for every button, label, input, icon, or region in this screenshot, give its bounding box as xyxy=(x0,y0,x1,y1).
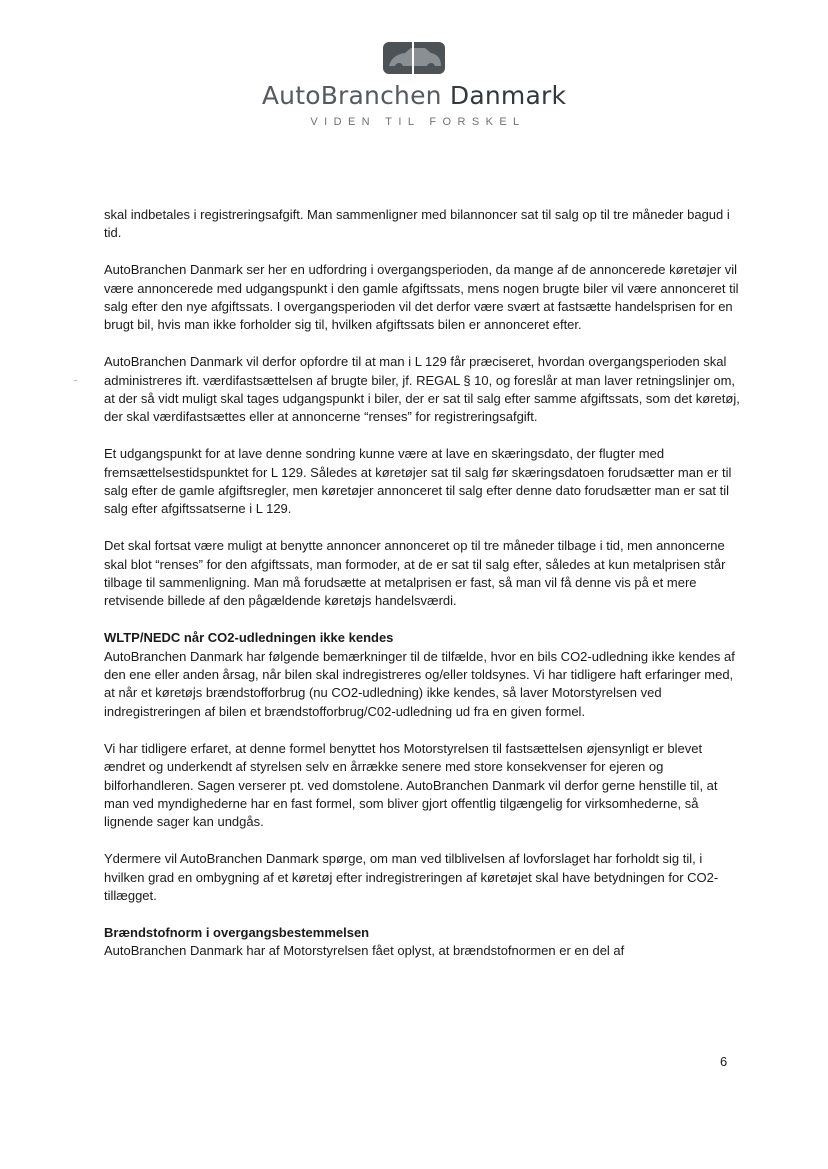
letterhead-logo xyxy=(0,40,828,128)
paragraph: Et udgangspunkt for at lave denne sondring kunne være at lave en skæringsdato, der flugter med fremsættelsestidspunktet for L 129. Således at køretøjer sat til salg før skæringsdatoen forudsætter man er til salg efter de gamle afgiftsregler, men køretøjer annonceret til salg efter denne dato forudsætter man er sat til salg efter afgiftssatserne i L 129. xyxy=(104,446,732,517)
section-heading: Brændstofnorm i overgangsbestemmelsen xyxy=(104,924,370,940)
paragraph: AutoBranchen Danmark har følgende bemærkninger til de tilfælde, hvor en bils CO2-udledning ikke kendes af den ene eller anden årsag, når bilen skal indregistreres og/eller toldsynes. Vi har tidligere haft erfaringer med, at når et køretøjs brændstofforbrug (nu CO2-udledning) ikke kendes, så laver Motorstyrelsen ved indregistreringen af bilen et brændstofforbrug/C02-udledning ud fra en given formel. xyxy=(104,648,735,719)
document-body xyxy=(104,206,744,961)
paragraph: AutoBranchen Danmark har af Motorstyrelsen fået oplyst, at brændstofnormen er en del af xyxy=(104,943,625,959)
section-heading: WLTP/NEDC når CO2-udledningen ikke kendes xyxy=(104,630,394,646)
brand-name xyxy=(0,82,828,110)
margin-mark xyxy=(74,380,77,381)
brand-name-strong: Danmark xyxy=(449,81,567,110)
paragraph: Ydermere vil AutoBranchen Danmark spørge, om man ved tilblivelsen af lovforslaget har forholdt sig til, i hvilken grad en ombygning af et køretøj efter indregistreringen af køretøjet skal have betydningen for CO2-tillægget. xyxy=(104,851,719,903)
brand-name-light: AutoBranchen xyxy=(261,81,442,110)
paragraph: Vi har tidligere erfaret, at denne formel benyttet hos Motorstyrelsen til fastsættelsen øjensynligt er blevet ændret og underkendt af styrelsen selv en årrække senere med store konsekvenser for ejeren og bilforhandleren. Sagen verserer pt. ved domstolene. AutoBranchen Danmark vil derfor gerne henstille til, at man ved myndighederne har en fast formel, som bliver gjort offentlig tilgængelig for virksomhederne, så lignende sager kan undgås. xyxy=(104,740,718,830)
paragraph: Det skal fortsat være muligt at benytte annoncer annonceret op til tre måneder tilbage i tid, men annoncerne skal blot “renses” for den afgiftssats, man formoder, at de er sat til salg efter, således at kun metalprisen står tilbage til sammenligning. Man må forudsætte at metalprisen er fast, så man vil få denne vis på et mere retvisende billede af den pågældende køretøjs handelsværdi. xyxy=(104,538,726,609)
page-number: 6 xyxy=(720,1054,728,1069)
paragraph: skal indbetales i registreringsafgift. Man sammenligner med bilannoncer sat til salg op til tre måneder bagud i tid. xyxy=(104,207,730,241)
paragraph: AutoBranchen Danmark ser her en udfordring i overgangsperioden, da mange af de annoncerede køretøjer vil være annoncerede med udgangspunkt i den gamle afgiftssats, mens nogen brugte biler vil være annonceret til salg efter den nye afgiftssats. I overgangsperioden vil det derfor være svært at fastsætte handelsprisen for en brugt bil, hvis man ikke forholder sig til, hvilken afgiftssats bilen er annonceret efter. xyxy=(104,262,739,333)
car-silhouette-logo-icon xyxy=(381,40,447,76)
paragraph: AutoBranchen Danmark vil derfor opfordre til at man i L 129 får præciseret, hvordan overgangsperioden skal administreres ift. værdifastsættelsen af brugte biler, jf. REGAL § 10, og foreslår at man laver retningslinjer om, at der så vidt muligt skal tages udgangspunkt i biler, der er sat til salg efter samme afgiftssats, som det køretøj, der skal værdifastsættes eller at annoncerne “renses” for registreringsafgift. xyxy=(104,354,740,425)
brand-tagline: VIDEN TIL FORSKEL xyxy=(310,116,526,128)
